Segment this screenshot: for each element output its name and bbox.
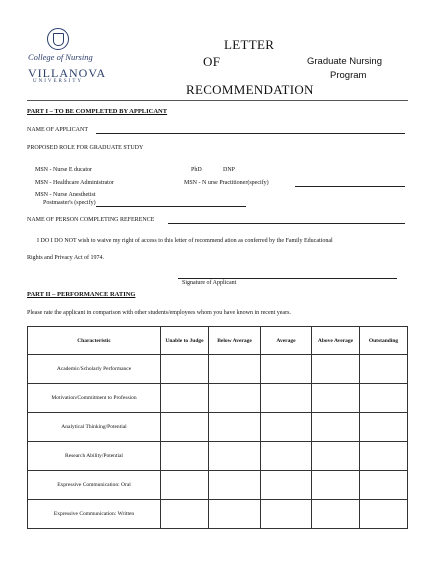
rating-cell[interactable] bbox=[312, 384, 360, 413]
rating-cell[interactable] bbox=[209, 413, 261, 442]
rating-cell[interactable] bbox=[161, 442, 209, 471]
column-header: Unable to Judge bbox=[161, 327, 209, 355]
option-nurse-educator[interactable]: MSN - Nurse E ducator bbox=[35, 167, 92, 173]
rating-cell[interactable] bbox=[360, 471, 408, 500]
column-header: Average bbox=[261, 327, 312, 355]
row-label: Motivation/Commitment to Profession bbox=[28, 384, 161, 413]
rating-table bbox=[27, 326, 408, 529]
option-phd[interactable]: PhD bbox=[191, 167, 202, 173]
postmasters-specify-field[interactable] bbox=[96, 206, 246, 207]
row-label: Research Ability/Potential bbox=[28, 442, 161, 471]
table-row bbox=[28, 471, 408, 500]
rating-cell[interactable] bbox=[312, 500, 360, 529]
row-label: Analytical Thinking/Potential bbox=[28, 413, 161, 442]
rating-cell[interactable] bbox=[261, 384, 312, 413]
title-letter: LETTER bbox=[224, 37, 275, 52]
table-row bbox=[28, 355, 408, 384]
column-header: Below Average bbox=[209, 327, 261, 355]
rating-cell[interactable] bbox=[209, 355, 261, 384]
row-label: Expressive Communication: Oral bbox=[28, 471, 161, 500]
table-row bbox=[28, 500, 408, 529]
rating-cell[interactable] bbox=[360, 442, 408, 471]
rating-cell[interactable] bbox=[312, 355, 360, 384]
rating-cell[interactable] bbox=[360, 384, 408, 413]
divider bbox=[27, 100, 408, 101]
option-nurse-anesthetist[interactable]: MSN - Nurse Anesthetist bbox=[35, 192, 96, 198]
rating-cell[interactable] bbox=[261, 471, 312, 500]
rating-cell[interactable] bbox=[261, 442, 312, 471]
table-row bbox=[28, 442, 408, 471]
rating-cell[interactable] bbox=[360, 413, 408, 442]
rating-cell[interactable] bbox=[312, 413, 360, 442]
rating-cell[interactable] bbox=[312, 471, 360, 500]
column-header: Outstanding bbox=[360, 327, 408, 355]
rating-instructions: Please rate the applicant in comparison with other students/employees whom you have known in recent years. bbox=[27, 310, 291, 316]
logo-sub: UNIVERSITY bbox=[33, 79, 83, 84]
signature-label: Signature of Applicant bbox=[182, 280, 237, 286]
applicant-name-label: NAME OF APPLICANT bbox=[27, 127, 89, 133]
np-specify-field[interactable] bbox=[295, 186, 405, 187]
rating-cell[interactable] bbox=[161, 471, 209, 500]
reference-name-label: NAME OF PERSON COMPLETING REFERENCE bbox=[27, 217, 155, 223]
logo-name: VILLANOVA bbox=[28, 66, 107, 80]
title-of: OF bbox=[203, 54, 221, 69]
column-header: Above Average bbox=[312, 327, 360, 355]
option-dnp[interactable]: DNP bbox=[223, 167, 236, 173]
proposed-role-label: PROPOSED ROLE FOR GRADUATE STUDY bbox=[27, 145, 144, 151]
row-label: Academic/Scholarly Performance bbox=[28, 355, 161, 384]
rating-cell[interactable] bbox=[261, 413, 312, 442]
applicant-name-field[interactable] bbox=[96, 133, 405, 134]
signature-field[interactable] bbox=[178, 278, 397, 279]
program-line1: Graduate Nursing bbox=[307, 56, 382, 67]
rating-cell[interactable] bbox=[209, 384, 261, 413]
table-row bbox=[28, 384, 408, 413]
university-seal-icon bbox=[47, 28, 69, 50]
table-row bbox=[28, 413, 408, 442]
table-header-row bbox=[28, 327, 408, 355]
row-label: Expressive Communication: Written bbox=[28, 500, 161, 529]
part1-title: PART I – TO BE COMPLETED BY APPLICANT bbox=[27, 108, 168, 115]
waiver-text-line2: Rights and Privacy Act of 1974. bbox=[27, 255, 104, 261]
option-nurse-practitioner[interactable]: MSN - N urse Practitioner(specify) bbox=[184, 180, 269, 186]
rating-cell[interactable] bbox=[209, 500, 261, 529]
program-line2: Program bbox=[330, 70, 367, 81]
rating-cell[interactable] bbox=[360, 500, 408, 529]
option-healthcare-admin[interactable]: MSN - Healthcare Administrator bbox=[35, 180, 114, 186]
rating-cell[interactable] bbox=[161, 413, 209, 442]
column-header: Characteristic bbox=[28, 327, 161, 355]
rating-cell[interactable] bbox=[312, 442, 360, 471]
rating-cell[interactable] bbox=[209, 442, 261, 471]
rating-cell[interactable] bbox=[261, 355, 312, 384]
rating-cell[interactable] bbox=[161, 500, 209, 529]
logo-college: College of Nursing bbox=[28, 52, 93, 62]
title-recommendation: RECOMMENDATION bbox=[186, 82, 314, 97]
rating-cell[interactable] bbox=[161, 384, 209, 413]
part2-title: PART II – PERFORMANCE RATING bbox=[27, 291, 136, 298]
reference-name-field[interactable] bbox=[168, 223, 405, 224]
waiver-text-line1[interactable]: I DO I DO NOT wish to waive my right of access to this letter of recommend ation as conferred by the Family Educational bbox=[37, 238, 333, 244]
rating-cell[interactable] bbox=[261, 500, 312, 529]
rating-cell[interactable] bbox=[360, 355, 408, 384]
option-postmasters[interactable]: Postmaster's (specify) bbox=[43, 200, 96, 206]
rating-cell[interactable] bbox=[161, 355, 209, 384]
rating-cell[interactable] bbox=[209, 471, 261, 500]
